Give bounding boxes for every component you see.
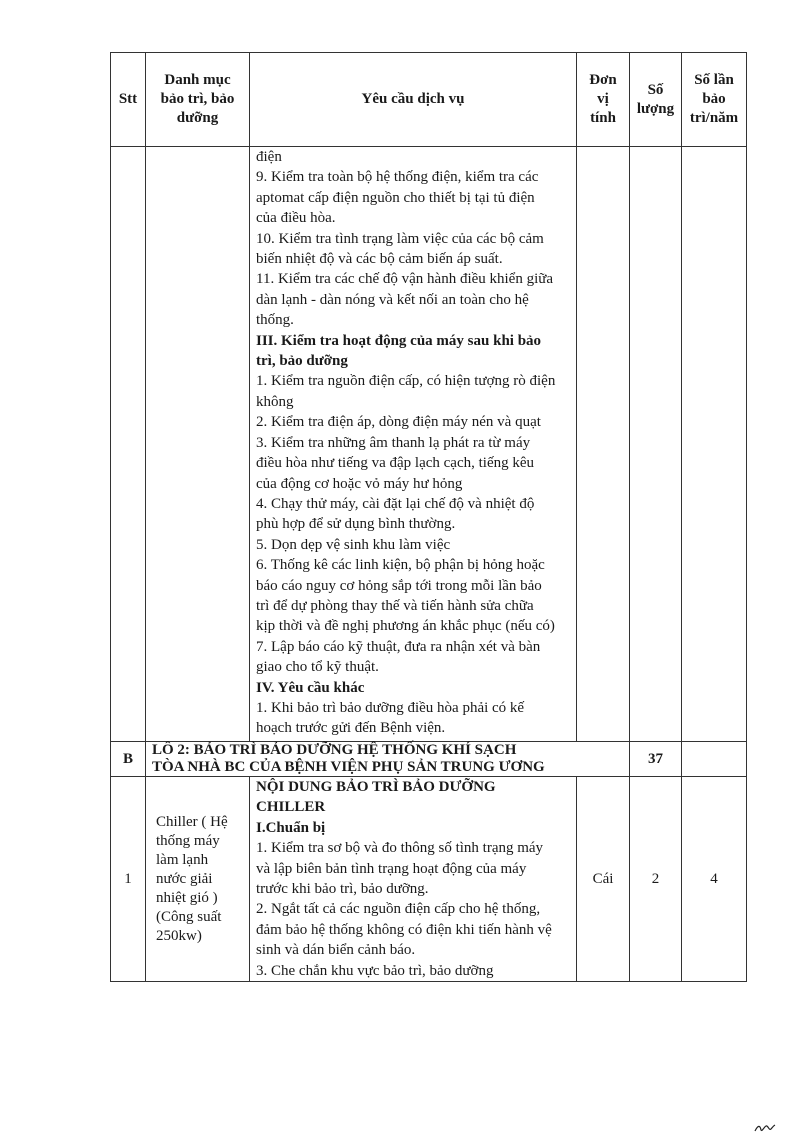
requirement-line: 3. Che chắn khu vực bảo trì, bảo dưỡng: [256, 962, 494, 979]
header-category: Danh mục bảo trì, bảo dưỡng: [146, 53, 250, 147]
section-b-times: [682, 742, 747, 777]
requirement-line: điều hòa như tiếng va đập lạch cạch, tiếng kêu: [256, 455, 535, 472]
requirement-line: 1. Kiểm tra nguồn điện cấp, có hiện tượng rò điện: [256, 373, 556, 390]
requirement-line: trì để dự phòng thay thế và tiến hành sửa chữa: [256, 597, 534, 614]
requirement-line: 4. Chạy thử máy, cài đặt lại chế độ và nhiệt độ: [256, 495, 535, 512]
requirement-line: aptomat cấp điện nguồn cho thiết bị tại tủ điện: [256, 189, 535, 206]
requirement-line: 7. Lập báo cáo kỹ thuật, đưa ra nhận xét và bàn: [256, 638, 541, 655]
row-1-stt: 1: [111, 777, 146, 982]
requirement-line: kịp thời và đề nghị phương án khắc phục (nếu có): [256, 618, 555, 635]
continuation-times: [682, 147, 747, 742]
table-row: [111, 777, 747, 982]
requirement-line: III. Kiểm tra hoạt động của máy sau khi bảo: [256, 332, 542, 349]
requirement-line: giao cho tổ kỹ thuật.: [256, 659, 379, 676]
requirement-line: đảm bảo hệ thống không có điện khi tiến hành vệ: [256, 921, 552, 938]
section-b-quantity: 37: [630, 742, 682, 777]
requirement-line: 2. Ngắt tất cả các nguồn điện cấp cho hệ thống,: [256, 901, 541, 918]
requirement-line: báo cáo nguy cơ hỏng sắp tới trong mỗi lần bảo: [256, 577, 542, 594]
header-row: [111, 53, 747, 147]
row-1-requirements: [250, 777, 577, 982]
requirement-line: CHILLER: [256, 799, 326, 816]
requirement-line: trì, bảo dưỡng: [256, 353, 348, 370]
requirement-line: 5. Dọn dẹp vệ sinh khu làm việc: [256, 536, 451, 553]
row-1-times: 4: [682, 777, 747, 982]
requirement-line: 1. Khi bảo trì bảo dưỡng điều hòa phải có kế: [256, 699, 525, 716]
requirement-line: biến nhiệt độ và các bộ cảm biến áp suất.: [256, 251, 503, 268]
header-requirement: Yêu cầu dịch vụ: [250, 53, 577, 147]
maintenance-table: [110, 52, 747, 982]
row-1-category: Chiller ( Hệ thống máy làm lạnh nước giải nhiệt gió ) (Công suất 250kw): [146, 777, 250, 982]
continuation-requirements: [250, 147, 577, 742]
requirement-line: 9. Kiểm tra toàn bộ hệ thống điện, kiểm tra các: [256, 169, 539, 186]
continuation-quantity: [630, 147, 682, 742]
header-times: Số lần bảo trì/năm: [682, 53, 747, 147]
requirement-line: sinh và dán biển cảnh báo.: [256, 942, 416, 959]
header-unit: Đơn vị tính: [577, 53, 630, 147]
requirement-line: và lập biên bản tình trạng hoạt động của máy: [256, 860, 527, 877]
header-quantity: Số lượng: [630, 53, 682, 147]
requirement-line: phù hợp để sử dụng bình thường.: [256, 516, 456, 533]
requirement-line: NỘI DUNG BẢO TRÌ BẢO DƯỠNG: [256, 779, 496, 795]
requirement-line: 11. Kiểm tra các chế độ vận hành điều khiển giữa: [256, 271, 554, 288]
requirement-line: 3. Kiểm tra những âm thanh lạ phát ra từ máy: [256, 434, 531, 451]
row-1-quantity: 2: [630, 777, 682, 982]
requirement-line: không: [256, 393, 294, 410]
continuation-unit: [577, 147, 630, 742]
requirement-line: điện: [256, 149, 282, 165]
requirement-line: I.Chuẩn bị: [256, 819, 326, 836]
requirement-line: của điều hòa.: [256, 210, 336, 227]
section-b-row: [111, 742, 747, 777]
continuation-category: [146, 147, 250, 742]
header-stt: Stt: [111, 53, 146, 147]
requirement-line: 6. Thống kê các linh kiện, bộ phận bị hỏng hoặc: [256, 557, 545, 574]
requirement-line: dàn lạnh - dàn nóng và kết nối an toàn cho hệ: [256, 291, 529, 308]
requirement-line: của động cơ hoặc vỏ máy hư hỏng: [256, 475, 463, 492]
continuation-row: [111, 147, 747, 742]
section-b-stt: B: [111, 742, 146, 777]
requirement-line: 2. Kiểm tra điện áp, dòng điện máy nén và quạt: [256, 414, 541, 431]
requirement-line: 1. Kiểm tra sơ bộ và đo thông số tình trạng máy: [256, 840, 544, 857]
requirement-line: 10. Kiểm tra tình trạng làm việc của các bộ cảm: [256, 230, 544, 247]
section-b-title: LÔ 2: BẢO TRÌ BẢO DƯỠNG HỆ THỐNG KHÍ SẠCH TÒA NHÀ BC CỦA BỆNH VIỆN PHỤ SẢN TRUNG ƯƠNG: [146, 742, 630, 777]
requirement-line: hoạch trước gửi đến Bệnh viện.: [256, 720, 446, 737]
requirement-line: trước khi bảo trì, bảo dưỡng.: [256, 881, 429, 898]
requirement-line: IV. Yêu cầu khác: [256, 679, 365, 696]
handwritten-mark: [754, 1123, 776, 1133]
requirement-line: thống.: [256, 312, 294, 329]
continuation-stt: [111, 147, 146, 742]
row-1-unit: Cái: [577, 777, 630, 982]
